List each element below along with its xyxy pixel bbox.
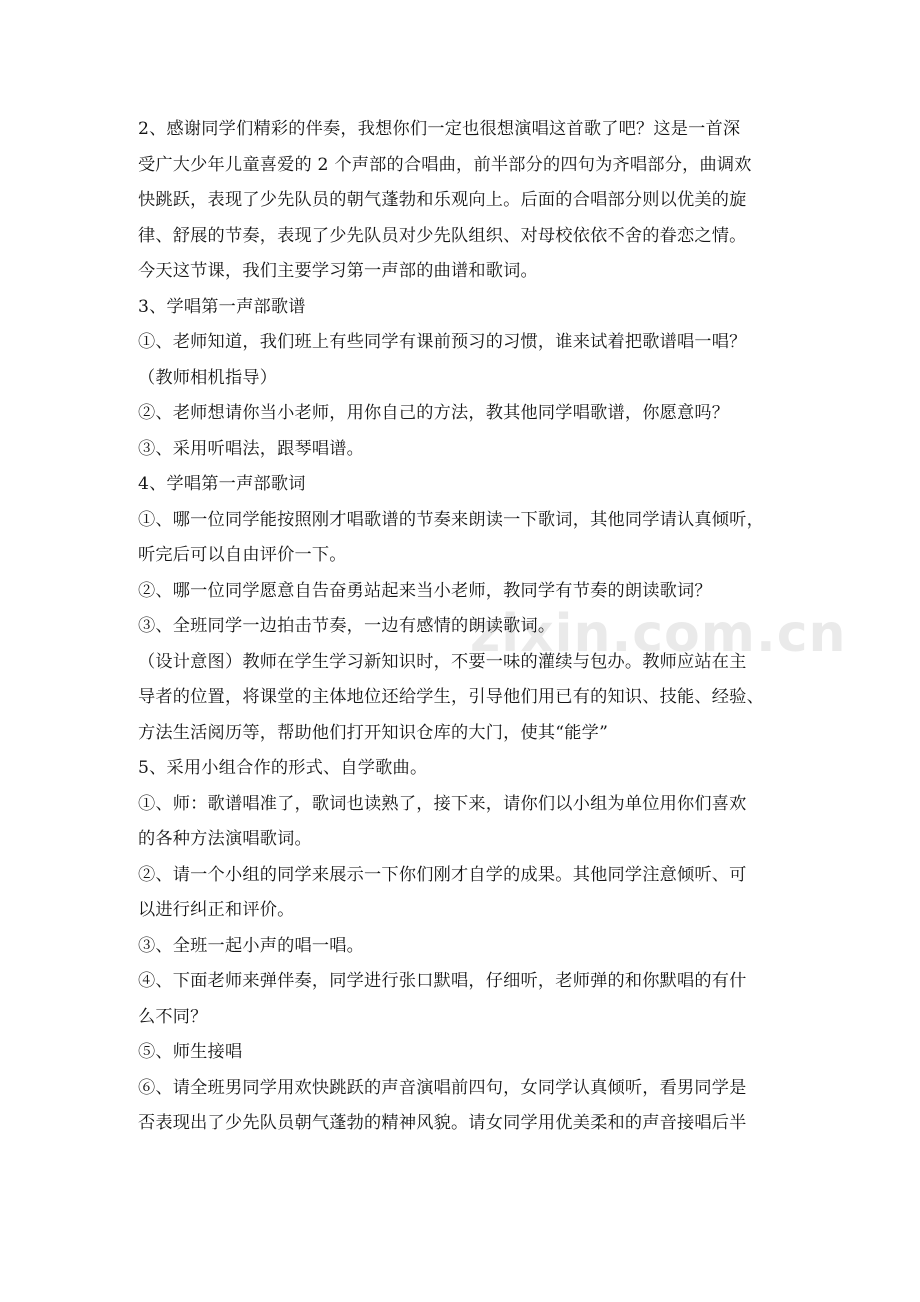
text-line: 听完后可以自由评价一下。 — [138, 545, 347, 565]
text-line: ④、下面老师来弹伴奏，同学进行张口默唱，仔细听，老师弹的和你默唱的有什 — [138, 971, 747, 991]
document-body — [138, 112, 786, 1142]
text-line: （教师相机指导） — [138, 367, 278, 388]
text-line: ①、老师知道，我们班上有些同学有课前预习的习惯，谁来试着把歌谱唱一唱？ — [138, 332, 747, 352]
text-line: ②、老师想请你当小老师，用你自己的方法，教其他同学唱歌谱，你愿意吗？ — [138, 403, 730, 423]
text-line: 快跳跃，表现了少先队员的朝气蓬勃和乐观向上。后面的合唱部分则以优美的旋 — [138, 190, 747, 210]
text-line: ③、全班同学一边拍击节奏，一边有感情的朗读歌词。 — [138, 616, 556, 636]
text-line: ③、采用听唱法，跟琴唱谱。 — [138, 438, 365, 459]
text-line: 今天这节课，我们主要学习第一声部的曲谱和歌词。 — [138, 261, 538, 281]
section-heading: 3、学唱第一声部歌谱 — [138, 296, 306, 317]
text-line: 的各种方法演唱歌词。 — [138, 829, 312, 849]
text-line: ⑥、请全班男同学用欢快跳跃的声音演唱前四句，女同学认真倾听，看男同学是 — [138, 1077, 747, 1098]
text-line: 导者的位置，将课堂的主体地位还给学生，引导他们用已有的知识、技能、经验、 — [138, 687, 764, 707]
text-line: 律、舒展的节奏，表现了少先队员对少先队组织、对母校依依不舍的眷恋之情。 — [138, 225, 747, 246]
text-line: ①、哪一位同学能按照刚才唱歌谱的节奏来朗读一下歌词，其他同学请认真倾听， — [138, 509, 764, 530]
text-line: 2、感谢同学们精彩的伴奏，我想你们一定也很想演唱这首歌了吧？这是一首深 — [138, 119, 741, 139]
text-line: ②、请一个小组的同学来展示一下你们刚才自学的成果。其他同学注意倾听、可 — [138, 864, 747, 885]
section-heading: 5、采用小组合作的形式、自学歌曲。 — [138, 758, 428, 778]
text-line: ⑤、师生接唱 — [138, 1042, 243, 1062]
text-line: （设计意图）教师在学生学习新知识时，不要一味的灌续与包办。教师应站在主 — [138, 651, 747, 672]
text-line: 么不同？ — [138, 1006, 208, 1027]
text-line: ①、师：歌谱唱准了，歌词也读熟了，接下来，请你们以小组为单位用你们喜欢 — [138, 793, 747, 814]
text-line: 否表现出了少先队员朝气蓬勃的精神风貌。请女同学用优美柔和的声音接唱后半 — [138, 1113, 747, 1133]
section-heading: 4、学唱第一声部歌词 — [138, 474, 306, 494]
watermark: zixin.com.cn — [470, 604, 847, 664]
text-line: 以进行纠正和评价。 — [138, 900, 295, 920]
text-line: 方法生活阅历等，帮助他们打开知识仓库的大门，使其“能学” — [138, 722, 609, 743]
text-line: ②、哪一位同学愿意自告奋勇站起来当小老师，教同学有节奏的朗读歌词？ — [138, 580, 712, 601]
text-line: ③、全班一起小声的唱一唱。 — [138, 935, 365, 956]
text-line: 受广大少年儿童喜爱的 2 个声部的合唱曲，前半部分的四句为齐唱部分，曲调欢 — [138, 154, 752, 175]
